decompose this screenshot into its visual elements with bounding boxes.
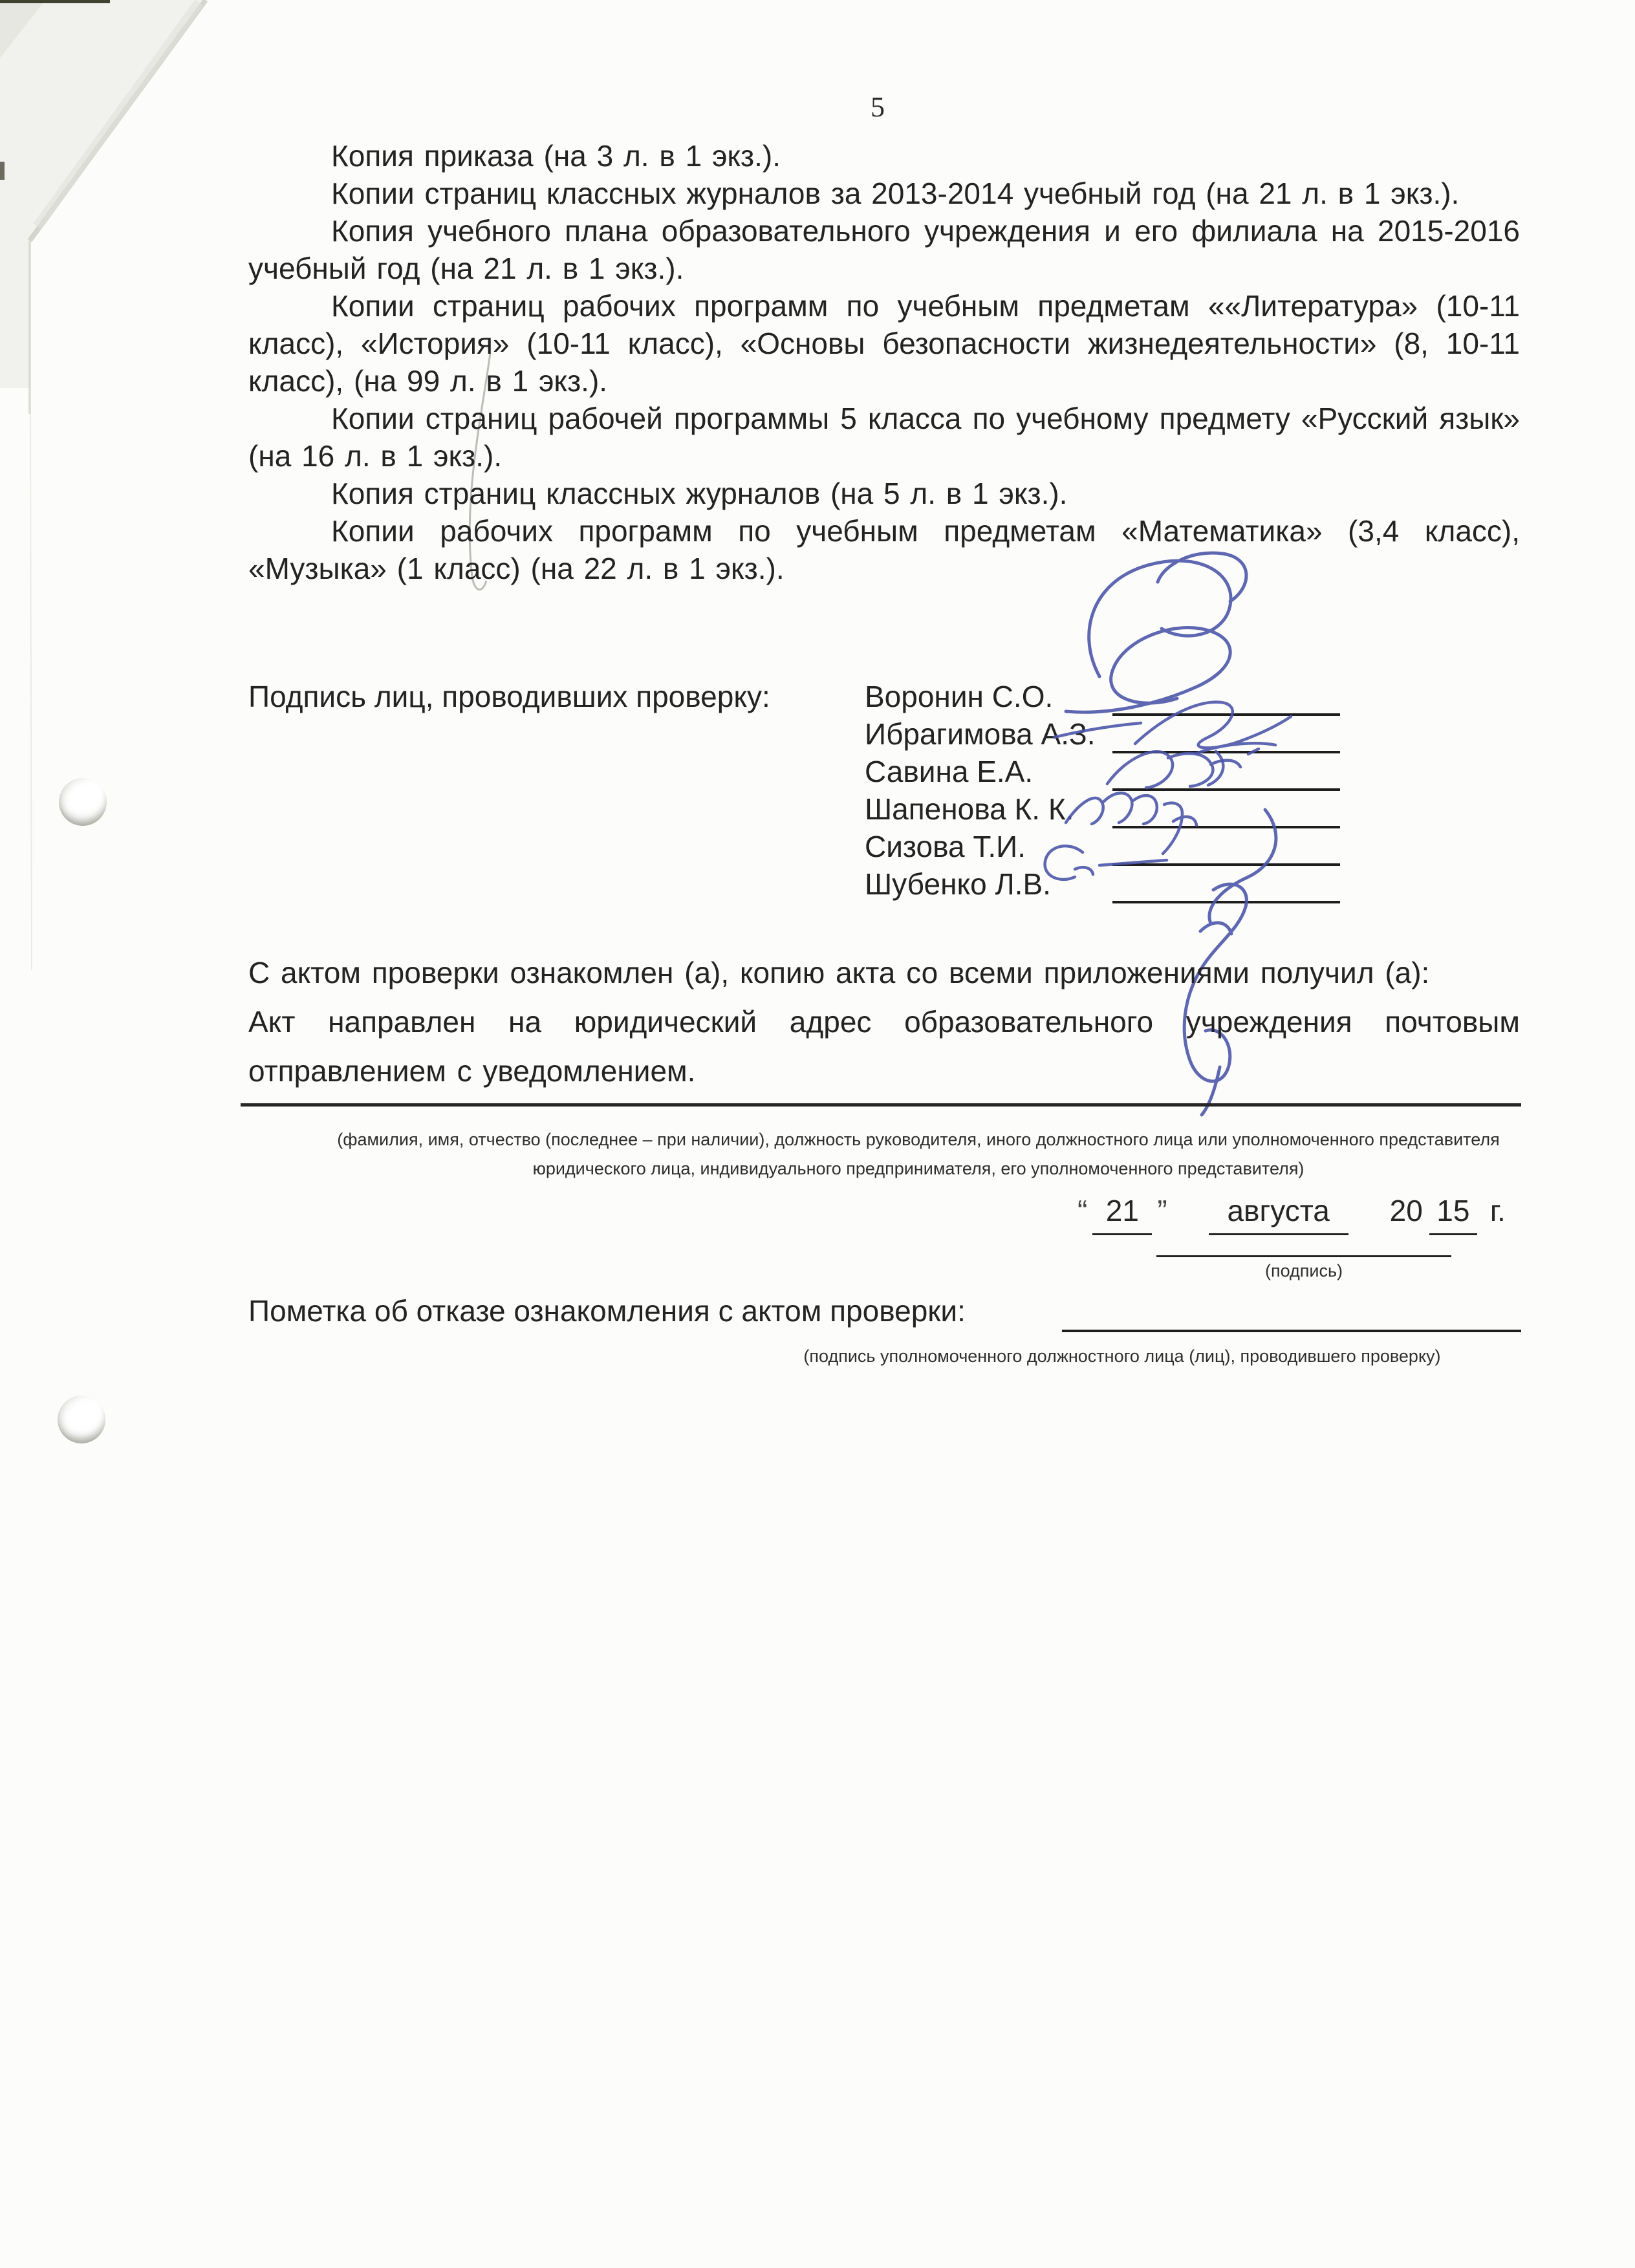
signature-section-label: Подпись лиц, проводивших проверку: xyxy=(248,680,770,713)
signer-name: Савина Е.А. xyxy=(865,755,1034,788)
signature-line xyxy=(1112,863,1340,866)
refusal-field-note: (подпись уполномоченного должностного лица (лиц), проводившего проверку) xyxy=(803,1346,1441,1366)
attachments-list xyxy=(248,137,1520,587)
date-year-field: 15 xyxy=(1429,1193,1477,1235)
date-year-prefix: 20 xyxy=(1389,1194,1423,1227)
signature-line xyxy=(1112,788,1340,791)
folded-corner xyxy=(0,0,206,388)
signature-line xyxy=(1112,713,1340,716)
page-number: 5 xyxy=(871,91,885,123)
punch-hole xyxy=(58,1396,105,1443)
fio-field-note: (фамилия, имя, отчество (последнее – при наличии), должность руководителя, иного должностного лица или уполномоченного представителя юридического лица, индивидуального предпринимателя, его уполномоченного представителя) xyxy=(337,1130,1500,1178)
acknowledgment-line: Акт направлен на юридический адрес образовательного учреждения почтовым отправлением с уведомлением. xyxy=(248,1005,1520,1088)
inspectors-signature-section xyxy=(248,679,1520,951)
document-paragraph: Копии рабочих программ по учебным предметам «Математика» (3,4 класс), «Музыка» (1 класс) (на 22 л. в 1 экз.). xyxy=(248,514,1520,585)
punch-hole xyxy=(59,778,107,826)
date-close-quote: ” xyxy=(1157,1194,1167,1227)
signature-field-line xyxy=(1156,1255,1451,1257)
date-month-field: августа xyxy=(1209,1193,1348,1235)
signature-line xyxy=(1112,751,1340,753)
signer-row xyxy=(865,679,1053,717)
signer-row xyxy=(865,717,1096,754)
signer-name: Воронин С.О. xyxy=(865,680,1054,713)
signer-name: Сизова Т.И. xyxy=(865,830,1026,863)
document-paragraph: Копии страниц классных журналов за 2013-2014 учебный год (на 21 л. в 1 экз.). xyxy=(331,177,1460,210)
signer-row xyxy=(865,754,1033,792)
document-paragraph: Копия страниц классных журналов (на 5 л. в 1 экз.). xyxy=(331,477,1068,510)
signature-line xyxy=(1112,826,1340,828)
refusal-field-line xyxy=(1062,1330,1521,1332)
document-paragraph: Копия приказа (на 3 л. в 1 экз.). xyxy=(331,139,781,173)
signature-line xyxy=(1112,901,1340,903)
date-open-quote: “ xyxy=(1077,1194,1088,1227)
signer-name: Шапенова К. К. xyxy=(865,792,1074,826)
acknowledgment-line: С актом проверки ознакомлен (а), копию акта со всеми приложениями получил (а): xyxy=(248,956,1430,989)
signer-row xyxy=(865,867,1051,904)
signer-row xyxy=(865,829,1026,867)
signer-name: Шубенко Л.В. xyxy=(865,867,1051,901)
refusal-label: Пометка об отказе ознакомления с актом проверки: xyxy=(248,1294,966,1328)
signature-field-label: (подпись) xyxy=(1264,1261,1343,1280)
document-paragraph: Копии страниц рабочей программы 5 класса по учебному предмету «Русский язык» (на 16 л. в 1 экз.). xyxy=(248,402,1520,473)
acknowledgment-block xyxy=(248,948,1520,1096)
date-year-label: г. xyxy=(1489,1194,1506,1227)
date-day-field: 21 xyxy=(1092,1193,1152,1235)
signer-name: Ибрагимова А.З. xyxy=(865,717,1096,751)
document-paragraph: Копии страниц рабочих программ по учебным предметам ««Литература» (10-11 класс), «История» (10-11 класс), «Основы безопасности жизнедеятельности» (8, 10-11 класс), (на 99 л. в 1 экз.). xyxy=(248,289,1520,398)
fio-field-line xyxy=(241,1103,1521,1107)
date-row xyxy=(1072,1193,1506,1235)
signer-row xyxy=(865,792,1074,829)
document-paragraph: Копия учебного плана образовательного учреждения и его филиала на 2015-2016 учебный год (на 21 л. в 1 экз.). xyxy=(248,214,1520,285)
folded-corner-shadow xyxy=(0,0,45,58)
